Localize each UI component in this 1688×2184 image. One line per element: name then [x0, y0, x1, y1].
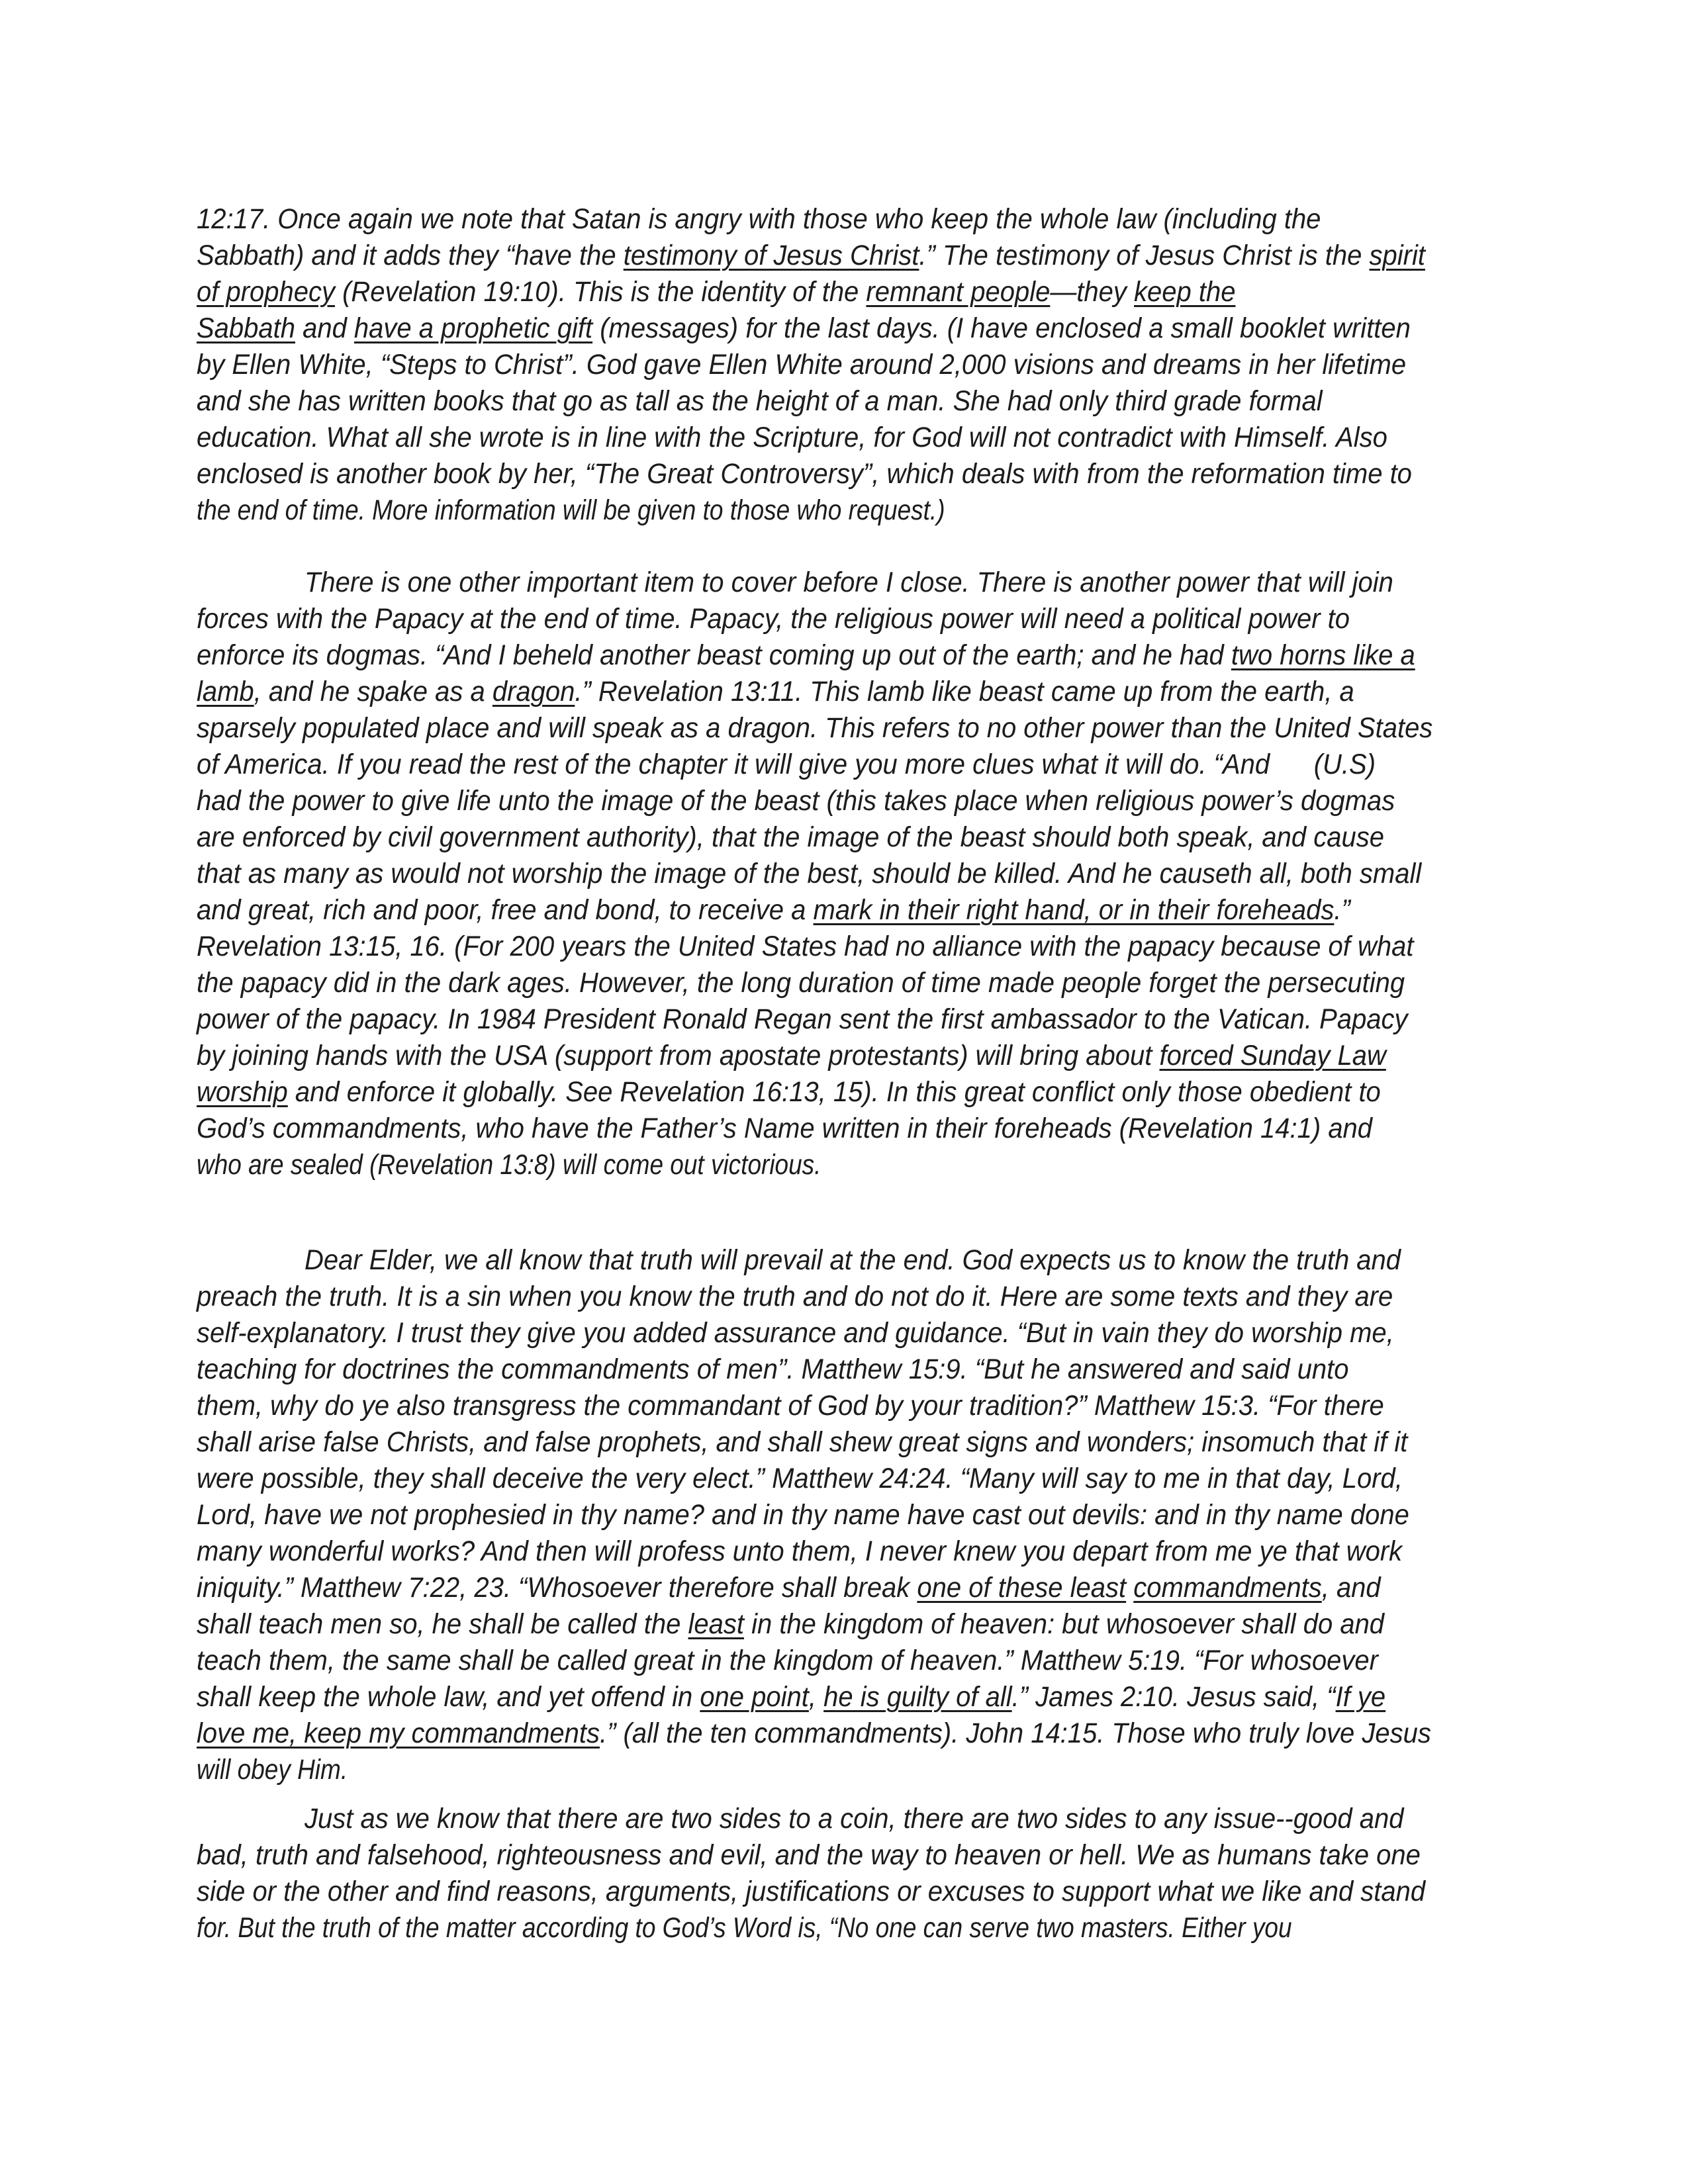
text-run: .”: [1334, 894, 1350, 926]
text-line: [197, 1110, 1372, 1147]
underlined-phrase: If ye: [1335, 1681, 1386, 1713]
text-line: [197, 1715, 1431, 1752]
underlined-phrase: Sabbath: [197, 312, 295, 344]
text-run: had the power to give life unto the image of the beast (this takes place when religious power’s dogmas: [197, 785, 1395, 817]
text-run: .” (all the ten commandments). John 14:15. Those who truly love Jesus: [599, 1717, 1431, 1749]
text-line: [197, 928, 1413, 965]
text-run: of America. If you read the rest of the chapter it will give you more clues what it will do. “And (U.S): [197, 749, 1376, 780]
text-run: in the kingdom of heaven: but whosoever shall do and: [743, 1608, 1385, 1640]
text-line: [197, 1837, 1421, 1874]
text-run: .” Revelation 13:11. This lamb like beast came up from the earth, a: [575, 676, 1354, 707]
text-line: [197, 1073, 1381, 1111]
text-line: [305, 1242, 1401, 1279]
text-line: [197, 746, 1376, 783]
text-line: [305, 564, 1393, 601]
underlined-phrase: remnant people: [866, 276, 1051, 308]
text-run: shall arise false Christs, and false prophets, and shall shew great signs and wonders; insomuch that if it: [197, 1426, 1408, 1458]
underlined-phrase: commandments: [1133, 1572, 1322, 1604]
underlined-phrase: worship: [197, 1076, 288, 1108]
text-line: [197, 1642, 1378, 1679]
text-run: and she has written books that go as tall as the height of a man. She had only third grade formal: [197, 385, 1323, 417]
text-run: the end of time. More information will be given to those who request.): [197, 494, 945, 526]
text-run: iniquity.” Matthew 7:22, 23. “Whosoever therefore shall break: [197, 1572, 917, 1604]
text-run: them, why do ye also transgress the commandant of God by your tradition?” Matthew 15:3. “For there: [197, 1390, 1384, 1422]
text-run: preach the truth. It is a sin when you know the truth and do not do it. Here are some texts and they are: [197, 1281, 1393, 1312]
text-line: [197, 201, 1321, 238]
text-line: [197, 600, 1350, 637]
text-line: [197, 1460, 1403, 1497]
text-run: many wonderful works? And then will profess unto them, I never knew you depart from me ye that work: [197, 1535, 1403, 1567]
underlined-phrase: least: [688, 1608, 744, 1640]
text-run: who are sealed (Revelation 13:8) will come out victorious.: [197, 1149, 821, 1181]
text-run: Revelation 13:15, 16. (For 200 years the United States had no alliance with the papacy because of what: [197, 931, 1414, 962]
text-run: and enforce it globally. See Revelation 16:13, 15). In this great conflict only those obedient to: [287, 1076, 1381, 1108]
text-run: Sabbath) and it adds they “have the: [197, 240, 624, 271]
text-run: There is one other important item to cover before I close. There is another power that will join: [305, 567, 1393, 598]
underlined-phrase: two horns like a: [1231, 639, 1415, 671]
text-line: [197, 1424, 1407, 1461]
text-run: .” James 2:10. Jesus said, “: [1011, 1681, 1336, 1713]
underlined-phrase: dragon: [492, 676, 575, 707]
text-line: [197, 782, 1395, 819]
text-line: [197, 310, 1411, 347]
underlined-phrase: keep the: [1134, 276, 1236, 308]
text-line: [197, 1533, 1402, 1570]
text-line: [197, 419, 1387, 456]
text-run: shall teach men so, he shall be called the: [197, 1608, 688, 1640]
text-run: teaching for doctrines the commandments of men”. Matthew 15:9. “But he answered and said unto: [197, 1353, 1349, 1385]
text-run: sparsely populated place and will speak as a dragon. This refers to no other power than the United States: [197, 712, 1433, 744]
text-line: [197, 1569, 1381, 1606]
text-line: [197, 1496, 1409, 1533]
text-run: will obey Him.: [197, 1754, 348, 1786]
text-run: and: [295, 312, 354, 344]
text-run: Lord, have we not prophesied in thy name? and in thy name have cast out devils: and in thy name done: [197, 1499, 1409, 1531]
underlined-phrase: spirit: [1369, 240, 1425, 271]
text-run: self-explanatory. I trust they give you added assurance and guidance. “But in vain they do worship me,: [197, 1317, 1394, 1349]
text-run: —they: [1050, 276, 1135, 308]
text-line: [197, 709, 1432, 747]
text-line: [197, 673, 1354, 710]
text-line: [197, 1314, 1394, 1351]
text-line: [197, 1146, 821, 1183]
text-line: [197, 1351, 1349, 1388]
text-line: [197, 383, 1323, 420]
underlined-phrase: testimony of Jesus Christ: [623, 240, 919, 271]
text-line: [197, 273, 1235, 310]
text-line: [197, 1909, 1292, 1946]
underlined-phrase: one point: [700, 1681, 809, 1713]
text-run: forces with the Papacy at the end of time. Papacy, the religious power will need a political power to: [197, 603, 1350, 635]
underlined-phrase: mark in their right hand, or in their foreheads: [813, 894, 1335, 926]
underlined-phrase: he is guilty of all: [823, 1681, 1012, 1713]
text-run: education. What all she wrote is in line with the Scripture, for God will not contradict with Himself. Also: [197, 422, 1387, 453]
text-line: [197, 1001, 1408, 1038]
text-line: [197, 637, 1415, 674]
text-line: [197, 819, 1384, 856]
text-run: God’s commandments, who have the Father’s Name written in their foreheads (Revelation 14:1) and: [197, 1113, 1373, 1144]
text-line: [197, 346, 1406, 383]
underlined-phrase: one of these least: [917, 1572, 1127, 1604]
text-line: [197, 455, 1412, 492]
text-line: [197, 1873, 1425, 1910]
text-line: [197, 1037, 1386, 1074]
text-line: [197, 1278, 1393, 1315]
text-line: [197, 1387, 1384, 1424]
text-run: ,: [808, 1681, 824, 1713]
text-run: (Revelation 19:10). This is the identity of the: [334, 276, 867, 308]
text-line: [197, 1751, 348, 1788]
text-run: Dear Elder, we all know that truth will prevail at the end. God expects us to know the truth and: [305, 1244, 1401, 1276]
text-line: [197, 1678, 1385, 1715]
text-run: are enforced by civil government authority), that the image of the beast should both speak, and cause: [197, 821, 1384, 853]
text-run: enclosed is another book by her, “The Great Controversy”, which deals with from the reformation time to: [197, 458, 1412, 490]
text-run: enforce its dogmas. “And I beheld another beast coming up out of the earth; and he had: [197, 639, 1231, 671]
text-run: , and he spake as a: [254, 676, 492, 707]
text-line: [197, 855, 1421, 892]
text-run: the papacy did in the dark ages. However, the long duration of time made people forget the persecuting: [197, 967, 1405, 999]
text-line: [197, 492, 945, 529]
text-run: side or the other and find reasons, arguments, justifications or excuses to support what we like and stand: [197, 1876, 1426, 1907]
underlined-phrase: have a prophetic gift: [353, 312, 593, 344]
text-run: by Ellen White, “Steps to Christ”. God gave Ellen White around 2,000 visions and dreams in her lifetime: [197, 349, 1407, 381]
text-run: , and: [1321, 1572, 1381, 1604]
text-run: Just as we know that there are two sides to a coin, there are two sides to any issue--good and: [305, 1803, 1404, 1835]
text-run: 12:17. Once again we note that Satan is angry with those who keep the whole law (including the: [197, 203, 1321, 235]
underlined-phrase: of prophecy: [197, 276, 335, 308]
underlined-phrase: forced Sunday Law: [1159, 1040, 1386, 1071]
text-run: shall keep the whole law, and yet offend in: [197, 1681, 700, 1713]
text-run: (messages) for the last days. (I have enclosed a small booklet written: [592, 312, 1411, 344]
text-run: by joining hands with the USA (support from apostate protestants) will bring about: [197, 1040, 1160, 1071]
text-line: [197, 1606, 1384, 1643]
text-run: .” The testimony of Jesus Christ is the: [919, 240, 1370, 271]
text-line: [197, 891, 1350, 929]
text-run: bad, truth and falsehood, righteousness and evil, and the way to heaven or hell. We as humans take one: [197, 1839, 1421, 1871]
text-run: for. But the truth of the matter according to God’s Word is, “No one can serve two masters. Either you: [197, 1912, 1292, 1944]
text-run: were possible, they shall deceive the very elect.” Matthew 24:24. “Many will say to me in that day, Lord,: [197, 1463, 1403, 1494]
text-line: [305, 1800, 1403, 1837]
text-run: [1126, 1572, 1133, 1604]
text-run: power of the papacy. In 1984 President Ronald Regan sent the first ambassador to the Vatican. Papacy: [197, 1003, 1408, 1035]
text-run: that as many as would not worship the image of the best, should be killed. And he causeth all, both small: [197, 858, 1422, 889]
underlined-phrase: love me, keep my commandments: [197, 1717, 600, 1749]
text-line: [197, 237, 1425, 274]
text-line: [197, 964, 1405, 1001]
text-run: and great, rich and poor, free and bond, to receive a: [197, 894, 814, 926]
underlined-phrase: lamb: [197, 676, 254, 707]
text-run: teach them, the same shall be called great in the kingdom of heaven.” Matthew 5:19. “For whosoever: [197, 1645, 1378, 1676]
